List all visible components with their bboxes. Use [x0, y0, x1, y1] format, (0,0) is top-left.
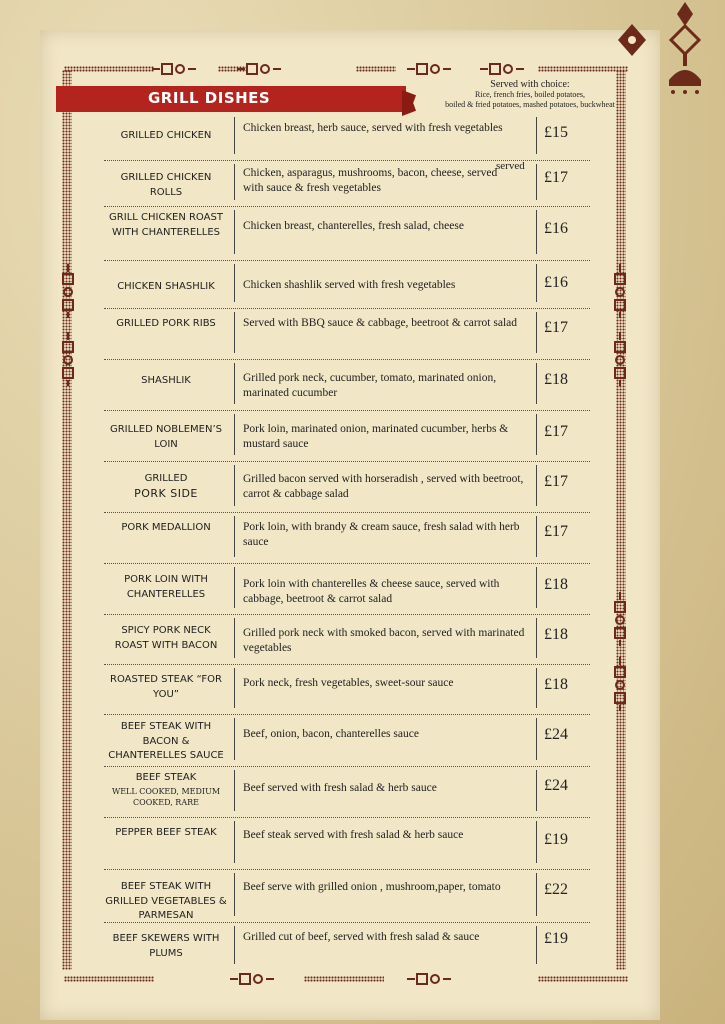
menu-item-price: £19 — [544, 831, 568, 848]
column-divider — [234, 414, 235, 455]
menu-item-note: served — [496, 160, 525, 172]
menu-item-description: Grilled cut of beef, served with fresh salad & sauce — [243, 931, 480, 943]
menu-item-name — [104, 880, 228, 924]
border-ornament-icon — [228, 972, 276, 986]
column-divider — [234, 210, 235, 254]
menu-item-name — [104, 317, 228, 332]
menu-item-name — [104, 573, 228, 602]
menu-item — [104, 410, 590, 461]
menu-item-description: Beef steak served with fresh salad & herb sauce — [243, 829, 464, 841]
menu-item-name — [104, 771, 228, 808]
menu-item-price: £16 — [544, 274, 568, 291]
menu-item-name-text: CHICKEN SHASHLIK — [117, 281, 215, 292]
menu-item-price: £19 — [544, 930, 568, 947]
menu-item-description: Pork neck, fresh vegetables, sweet-sour sauce — [243, 677, 454, 689]
menu-item-name-text: GRILLED NOBLEMEN’S LOIN — [109, 424, 223, 450]
column-divider — [536, 770, 537, 811]
menu-item-name-text: BEEF STEAK WITH BACON & CHANTERELLES SAUCE — [108, 721, 224, 761]
menu-item-price: £18 — [544, 676, 568, 693]
column-divider — [234, 312, 235, 353]
menu-item — [104, 664, 590, 714]
column-divider — [536, 210, 537, 254]
menu-item-name — [104, 280, 228, 295]
side-ornament-icon — [612, 262, 628, 318]
menu-item-description: Grilled bacon served with horseradish , served with beetroot, carrot & cabbage salad — [243, 473, 524, 500]
menu-item-price: £17 — [544, 319, 568, 336]
menu-item-name-text: GRILLED PORK RIBS — [116, 318, 216, 329]
menu-item-name — [104, 129, 228, 144]
menu-item — [104, 922, 590, 970]
column-divider — [536, 312, 537, 353]
menu-item-name-text: PORK LOIN WITH CHANTERELLES — [124, 574, 208, 600]
column-divider — [536, 117, 537, 154]
menu-item-description: Beef serve with grilled onion , mushroom,paper, tomato — [243, 881, 501, 893]
menu-item-price: £18 — [544, 626, 568, 643]
menu-item-name — [104, 826, 228, 841]
column-divider — [234, 770, 235, 811]
frame-left-border — [62, 70, 72, 970]
served-options-line-1: Rice, french fries, boiled potatoes, — [475, 90, 585, 99]
column-divider — [234, 668, 235, 708]
frame-bottom-border — [64, 972, 628, 986]
menu-item-price: £17 — [544, 523, 568, 540]
menu-item-description: Pork loin, marinated onion, marinated cucumber, herbs & mustard sauce — [243, 423, 509, 450]
border-ornament-icon — [235, 62, 283, 76]
side-ornament-icon — [612, 590, 628, 646]
side-ornament-icon — [60, 330, 76, 386]
menu-item-name-text: GRILLED CHICKEN — [120, 130, 212, 141]
menu-item-price: £18 — [544, 576, 568, 593]
menu-item — [104, 260, 590, 308]
menu-item-price: £17 — [544, 423, 568, 440]
menu-item — [104, 206, 590, 260]
menu-item-name — [104, 673, 228, 702]
menu-item-name-text: BEEF STEAK — [135, 772, 197, 783]
menu-item-name-text: BEEF STEAK WITH GRILLED VEGETABLES & PARMESAN — [105, 881, 227, 921]
menu-item-price: £18 — [544, 371, 568, 388]
column-divider — [234, 117, 235, 154]
menu-item-name-text: GRILLED — [144, 473, 188, 484]
side-ornament-icon — [612, 330, 628, 386]
menu-item-name — [104, 932, 228, 961]
menu-item — [104, 614, 590, 664]
menu-item — [104, 869, 590, 922]
served-with-note — [420, 80, 640, 110]
menu-item-description: Chicken shashlik served with fresh vegetables — [243, 279, 456, 291]
menu-item-name-text: GRILLED CHICKEN ROLLS — [120, 172, 212, 198]
menu-item-name-text: SHASHLIK — [141, 375, 191, 386]
side-ornament-icon — [612, 655, 628, 711]
column-divider — [234, 718, 235, 760]
column-divider — [234, 618, 235, 658]
menu-item-name-text: SPICY PORK NECK ROAST WITH BACON — [114, 625, 218, 651]
column-divider — [536, 618, 537, 658]
column-divider — [234, 926, 235, 964]
menu-item — [104, 461, 590, 512]
menu-item-name — [104, 624, 228, 653]
menu-item-description: Served with BBQ sauce & cabbage, beetroot & carrot salad — [243, 317, 517, 329]
menu-item-price: £24 — [544, 726, 568, 743]
column-divider — [536, 668, 537, 708]
menu-item-name — [104, 521, 228, 536]
column-divider — [234, 264, 235, 302]
menu-item-name — [104, 171, 228, 200]
menu-item-price: £16 — [544, 220, 568, 237]
menu-item-name-text: BEEF SKEWERS WITH PLUMS — [112, 933, 220, 959]
menu-item-description: Beef served with fresh salad & herb sauce — [243, 782, 437, 794]
column-divider — [536, 264, 537, 302]
menu-item-name-text: ROASTED STEAK “FOR YOU” — [110, 674, 222, 700]
menu-item — [104, 766, 590, 817]
column-divider — [536, 414, 537, 455]
column-divider — [536, 718, 537, 760]
border-ornament-icon — [478, 62, 526, 76]
menu-item-name — [104, 720, 228, 764]
menu-item — [104, 563, 590, 614]
menu-item-price: £22 — [544, 881, 568, 898]
menu-item-description: Pork loin, with brandy & cream sauce, fresh salad with herb sauce — [243, 521, 520, 548]
tribal-ornament-icon — [655, 0, 715, 100]
menu-item — [104, 359, 590, 410]
menu-item-name-text: PORK MEDALLION — [121, 522, 211, 533]
menu-item-name — [104, 374, 228, 389]
column-divider — [536, 363, 537, 404]
menu-item-price: £17 — [544, 169, 568, 186]
column-divider — [536, 821, 537, 863]
column-divider — [234, 567, 235, 608]
diamond-ornament-icon — [612, 18, 652, 64]
menu-item-name-line-2: PORK SIDE — [134, 486, 198, 500]
menu-item-name — [104, 211, 228, 240]
page-title: GRILL DISHES — [148, 89, 271, 107]
menu-item — [104, 512, 590, 563]
column-divider — [234, 465, 235, 506]
column-divider — [234, 164, 235, 200]
side-ornament-icon — [60, 262, 76, 318]
menu-item-description: Chicken breast, herb sauce, served with fresh vegetables — [243, 122, 503, 134]
menu-item — [104, 308, 590, 359]
menu-item-name — [104, 423, 228, 452]
menu-item — [104, 113, 590, 160]
menu-item-description: Pork loin with chanterelles & cheese sauce, served with cabbage, beetroot & carrot salad — [243, 578, 500, 605]
border-ornament-icon — [405, 62, 453, 76]
column-divider — [234, 363, 235, 404]
column-divider — [536, 164, 537, 200]
menu-item-price: £17 — [544, 473, 568, 490]
column-divider — [536, 567, 537, 608]
frame-top-border — [64, 62, 628, 76]
column-divider — [536, 465, 537, 506]
menu-item-description: Chicken breast, chanterelles, fresh salad, cheese — [243, 220, 464, 232]
menu-item-price: £24 — [544, 777, 568, 794]
frame-right-border — [616, 70, 626, 970]
border-ornament-icon — [150, 62, 198, 76]
column-divider — [234, 516, 235, 557]
menu-item-description: Beef, onion, bacon, chanterelles sauce — [243, 728, 419, 740]
column-divider — [234, 873, 235, 916]
column-divider — [234, 821, 235, 863]
column-divider — [536, 926, 537, 964]
menu-item-description: Grilled pork neck, cucumber, tomato, marinated onion, marinated cucumber — [243, 372, 497, 399]
border-ornament-icon — [405, 972, 453, 986]
menu-item — [104, 160, 590, 206]
menu-item-price: £15 — [544, 124, 568, 141]
menu-item — [104, 817, 590, 869]
menu-item-name — [104, 472, 228, 502]
column-divider — [536, 873, 537, 916]
menu-item-description: Grilled pork neck with smoked bacon, served with marinated vegetables — [243, 627, 525, 654]
served-heading: Served with choice: — [490, 79, 570, 90]
menu-item-description: Chicken, asparagus, mushrooms, bacon, cheese, served with sauce & fresh vegetables — [243, 167, 498, 194]
menu-item-cooking-options: WELL COOKED, MEDIUM COOKED, RARE — [111, 786, 221, 807]
served-options-line-2: boiled & fried potatoes, mashed potatoes, buckwheat — [445, 100, 615, 109]
menu-item-name-text: PEPPER BEEF STEAK — [115, 827, 217, 838]
column-divider — [536, 516, 537, 557]
menu-item-name-text: GRILL CHICKEN ROAST WITH CHANTERELLES — [109, 212, 223, 238]
menu-item — [104, 714, 590, 766]
